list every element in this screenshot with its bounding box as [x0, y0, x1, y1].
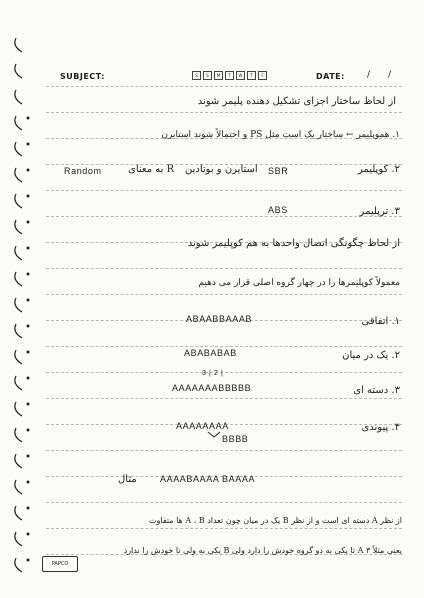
date-label: DATE:: [316, 72, 345, 81]
note-line: 3 | 2 |: [202, 370, 224, 377]
weekday-box: T: [225, 71, 234, 80]
note-line: ABS: [268, 205, 288, 215]
note-line: ۳. دسته ای: [353, 385, 400, 396]
note-line: ۴. پیوندی: [361, 422, 400, 433]
note-line: BBBB: [222, 434, 249, 444]
note-line: ۳. ترپلیمر: [359, 206, 400, 217]
note-line: AAAAAAAA: [176, 421, 229, 431]
date-separator: /: [367, 70, 371, 80]
note-line: ABAABBAAAB: [186, 314, 253, 324]
note-line: ۲. یک در میان: [342, 350, 400, 361]
note-line: ۱. اتفاقی: [361, 316, 400, 327]
weekday-box: M: [214, 71, 223, 80]
weekday-box: T: [247, 71, 256, 80]
weekday-box: S: [192, 71, 201, 80]
note-line: SBR: [268, 166, 289, 176]
note-line: از لحاظ چگونگی اتصال واحدها به هم کوپلیمر شوند: [187, 238, 400, 249]
page-header: [44, 68, 404, 86]
weekday-box: W: [236, 71, 245, 80]
weekday-boxes: [192, 71, 267, 80]
note-line: استایرن و بوتادین: [185, 164, 258, 175]
note-line: معمولاً کوپلیمرها را در چهار گروه اصلی قرار می دهیم: [198, 278, 400, 288]
note-line: از لحاظ ساختار اجزای تشکیل دهنده پلیمر شوند: [197, 96, 396, 107]
binder-rings: [0, 0, 40, 598]
note-line: ۱. هموپلیمر ← ساختار یک است مثل PS و احتمالاً شوند استایرن: [161, 130, 400, 140]
subject-label: SUBJECT:: [60, 72, 105, 81]
note-line: مثال: [118, 474, 137, 485]
weekday-box: F: [258, 71, 267, 80]
note-line: ۲. کوپلیمر: [357, 164, 400, 175]
weekday-box: S: [203, 71, 212, 80]
note-line: AAAABAAAA BAAAA: [160, 474, 256, 484]
note-line: یعنی مثلاً A ۳ تا یکی به دو گروه خودش را دارد ولی B یکی به ولی تا خودش را ندارد: [123, 546, 402, 555]
note-line: از نظر A دسته ای است و از نظر B یک در میان چون تعداد A ، B ها متفاوت: [149, 516, 402, 525]
note-line: AAAAAAABBBBB: [172, 383, 252, 393]
note-line: R به معنای: [128, 164, 175, 175]
date-separator: /: [388, 70, 392, 80]
brand-logo: PAPCO: [42, 556, 78, 572]
note-line: Random: [64, 166, 102, 176]
note-line: ABABABAB: [184, 348, 237, 358]
